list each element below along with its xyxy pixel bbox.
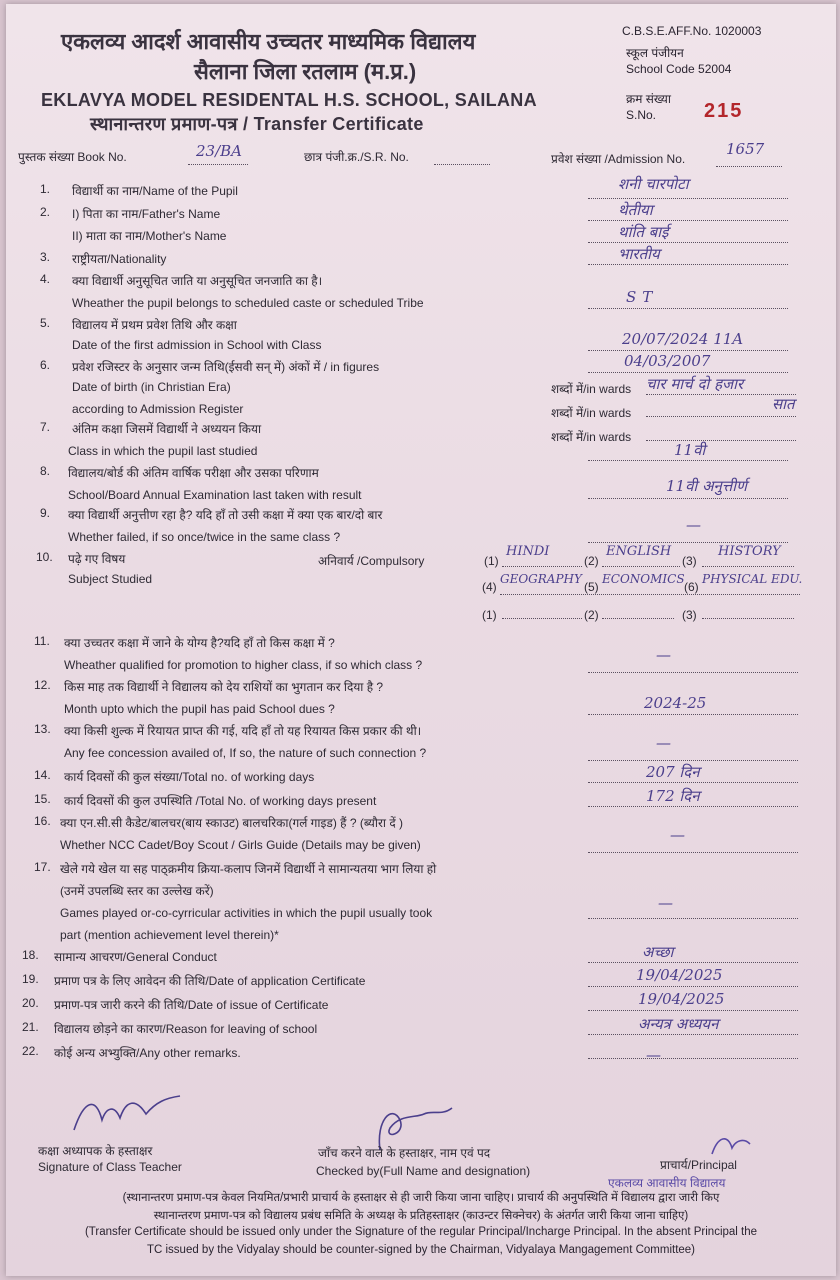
days-present-value: 172 दिन: [646, 787, 700, 805]
admission-no-value: 1657: [726, 140, 765, 158]
item-number: 16.: [34, 814, 51, 828]
issue-date-value: 19/04/2025: [638, 990, 725, 1008]
concession-label: Any fee concession availed of, If so, the nature of such connection ?: [64, 746, 427, 760]
application-date-value: 19/04/2025: [636, 966, 723, 984]
admission-date-label-hindi: विद्यालय में प्रथम प्रवेश तिथि और कक्षा: [72, 318, 237, 332]
failed-value: —: [686, 516, 701, 534]
admission-date-label: Date of the first admission in School with Class: [72, 338, 322, 352]
promotion-label-hindi: क्या उच्चतर कक्षा में जाने के योग्य है?यदि हाँ तो किस कक्षा में ?: [64, 636, 335, 650]
remarks-label: कोई अन्य अभ्युक्ति/Any other remarks.: [54, 1046, 241, 1060]
games-label-hindi-2: (उनमें उपलब्धि स्तर का उल्लेख करें): [60, 884, 214, 898]
leaving-reason-label: विद्यालय छोड़ने का कारण/Reason for leaving of school: [54, 1022, 318, 1036]
teacher-signature-mark: [66, 1090, 186, 1140]
transfer-certificate: [6, 4, 836, 1276]
subject-mark: (3): [682, 554, 697, 568]
checker-signature-label: Checked by(Full Name and designation): [316, 1164, 531, 1178]
item-number: 20.: [22, 996, 39, 1010]
promotion-value: —: [656, 646, 671, 664]
application-date-label: प्रमाण पत्र के लिए आवेदन की तिथि/Date of application Certificate: [54, 974, 366, 988]
subject-mark: (1): [482, 608, 497, 622]
concession-value: —: [656, 734, 671, 752]
last-class-value: 11वी: [674, 441, 706, 459]
serial-number: 215: [704, 100, 744, 122]
dob-words-value-2: सात: [772, 395, 795, 413]
working-days-label: कार्य दिवसों की कुल संख्या/Total no. of working days: [64, 770, 315, 784]
item-number: 13.: [34, 722, 51, 736]
caste-value: ST: [626, 288, 659, 306]
admission-no-label: प्रवेश संख्या /Admission No.: [551, 152, 686, 166]
conduct-value: अच्छा: [642, 943, 674, 961]
conduct-label: सामान्य आचरण/General Conduct: [54, 950, 217, 964]
item-number: 8.: [40, 464, 51, 478]
dob-register-label: according to Admission Register: [72, 402, 244, 416]
subject-1: HINDI: [506, 544, 550, 559]
subject-2: ENGLISH: [606, 544, 672, 559]
subject-mark: (1): [484, 554, 499, 568]
subject-mark: (2): [584, 554, 599, 568]
item-number: 19.: [22, 972, 39, 986]
item-number: 18.: [22, 948, 39, 962]
principal-label: प्राचार्य/Principal: [660, 1158, 737, 1172]
checker-signature-label-hindi: जाँच करने वाले के हस्ताक्षर, नाम एवं पद: [318, 1146, 491, 1160]
compulsory-label: अनिवार्य /Compulsory: [318, 554, 425, 568]
ncc-label: Whether NCC Cadet/Boy Scout / Girls Guide (Details may be given): [60, 838, 421, 852]
subjects-label-hindi: पढ़े गए विषय: [68, 552, 126, 566]
subject-mark: (3): [682, 608, 697, 622]
games-label: Games played or-co-cyrricular activities in which the pupil usually took: [60, 906, 433, 920]
dob-label: Date of birth (in Christian Era): [72, 380, 231, 394]
subject-4: GEOGRAPHY: [500, 572, 582, 586]
issue-date-label: प्रमाण-पत्र जारी करने की तिथि/Date of issue of Certificate: [54, 998, 329, 1012]
subjects-label: Subject Studied: [68, 572, 153, 586]
item-number: 9.: [40, 506, 51, 520]
games-label-2: part (mention achievement level therein)*: [60, 928, 279, 942]
item-number: 5.: [40, 316, 51, 330]
dob-words-label-2: शब्दों में/in wards: [551, 406, 632, 420]
item-number: 15.: [34, 792, 51, 806]
pupil-name-value: शनी चारपोटा: [618, 175, 689, 193]
footer-note-english-1: (Transfer Certificate should be issued only under the Signature of the regular Principal/Incharge Principal. In the absent Principal the: [84, 1226, 758, 1238]
last-class-words-label: शब्दों में/in wards: [551, 430, 632, 444]
subject-mark: (2): [584, 608, 599, 622]
ncc-value: —: [670, 826, 685, 844]
games-value: —: [658, 894, 673, 912]
school-location-hindi: सैलाना जिला रतलाम (म.प्र.): [194, 59, 417, 84]
footer-note-hindi-2: स्थानान्तरण प्रमाण-पत्र को विद्यालय प्रबंध समिति के अध्यक्ष के प्रतिहस्ताक्षर (काउन्टर सिक्नेचर) के अंतर्गत जारी किया जाना चाहिए): [153, 1210, 689, 1222]
footer-note-hindi-1: (स्थानान्तरण प्रमाण-पत्र केवल नियमित/प्रभारी प्राचार्य के हस्ताक्षर से ही जारी किया जाना चाहिए। प्राचार्य की अनुपस्थिति में विद्यालय द्वारा जारी किए: [122, 1192, 720, 1204]
dob-words-label: शब्दों में/in wards: [551, 382, 632, 396]
serial-label: S.No.: [626, 108, 657, 122]
nationality-label: राष्ट्रीयता/Nationality: [72, 252, 167, 266]
book-no-label: पुस्तक संख्या Book No.: [18, 150, 127, 164]
subject-5: ECONOMICS: [602, 572, 685, 586]
subject-3: HISTORY: [718, 544, 781, 559]
dob-figures-value: 04/03/2007: [624, 352, 711, 370]
subject-mark: (5): [584, 580, 599, 594]
exam-result-value: 11वी अनुत्तीर्ण: [666, 477, 747, 495]
school-name-hindi: एकलव्य आदर्श आवासीय उच्चतर माध्यमिक विद्यालय: [61, 29, 476, 54]
subject-mark: (4): [482, 580, 497, 594]
item-number: 6.: [40, 358, 51, 372]
sr-no-label: छात्र पंजी.क्र./S.R. No.: [304, 150, 409, 164]
dues-label: Month upto which the pupil has paid School dues ?: [64, 702, 335, 716]
exam-label: School/Board Annual Examination last taken with result: [68, 488, 362, 502]
item-number: 1.: [40, 182, 51, 196]
school-registration-hindi: स्कूल पंजीयन: [626, 46, 684, 60]
dues-value: 2024-25: [644, 694, 707, 712]
exam-label-hindi: विद्यालय/बोर्ड की अंतिम वार्षिक परीक्षा और उसका परिणाम: [68, 466, 319, 480]
serial-label-hindi: क्रम संख्या: [626, 92, 671, 106]
item-number: 10.: [36, 550, 53, 564]
pupil-name-label: विद्यार्थी का नाम/Name of the Pupil: [72, 184, 238, 198]
mother-name-value: थांति बाई: [618, 223, 669, 241]
games-label-hindi: खेले गये खेल या सह पाठ्क्रमीय क्रिया-कलाप जिनमें विद्यार्थी ने सामान्यतया भाग लिया हो: [60, 862, 437, 876]
book-no-value: 23/BA: [196, 142, 242, 160]
concession-label-hindi: क्या किसी शुल्क में रियायत प्राप्त की गई, यदि हाँ तो यह रियायत किस प्रकार की थी।: [64, 724, 422, 738]
cbse-affiliation: C.B.S.E.AFF.No. 1020003: [622, 24, 762, 38]
failed-label-hindi: क्या विद्यार्थी अनुत्तीण रहा है? यदि हाँ तो उसी कक्षा में क्या एक बार/दो बार: [68, 508, 383, 522]
item-number: 4.: [40, 272, 51, 286]
leaving-reason-value: अन्यत्र अध्ययन: [638, 1015, 719, 1033]
caste-label: Wheather the pupil belongs to scheduled caste or scheduled Tribe: [72, 296, 424, 310]
failed-label: Whether failed, if so once/twice in the same class ?: [68, 530, 341, 544]
father-name-value: थेतीया: [618, 201, 653, 219]
promotion-label: Wheather qualified for promotion to higher class, if so which class ?: [64, 658, 423, 672]
subject-mark: (6): [684, 580, 699, 594]
teacher-signature-label: Signature of Class Teacher: [38, 1160, 182, 1174]
item-number: 21.: [22, 1020, 39, 1034]
item-number: 2.: [40, 205, 51, 219]
item-number: 12.: [34, 678, 51, 692]
school-stamp: एकलव्य आवासीय विद्यालय: [608, 1176, 726, 1190]
school-name-english: EKLAVYA MODEL RESIDENTAL H.S. SCHOOL, SAILANA: [41, 90, 537, 110]
last-class-label: Class in which the pupil last studied: [68, 444, 258, 458]
dob-words-value: चार मार्च दो हजार: [646, 375, 744, 393]
days-present-label: कार्य दिवसों की कुल उपस्थिति /Total No. of working days present: [64, 794, 377, 808]
item-number: 22.: [22, 1044, 39, 1058]
item-number: 14.: [34, 768, 51, 782]
last-class-label-hindi: अंतिम कक्षा जिसमें विद्यार्थी ने अध्ययन किया: [72, 422, 262, 436]
subject-6: PHYSICAL EDU.: [702, 572, 803, 586]
mother-name-label: II) माता का नाम/Mother's Name: [72, 229, 227, 243]
item-number: 11.: [34, 634, 50, 648]
nationality-value: भारतीय: [618, 245, 660, 263]
caste-label-hindi: क्या विद्यार्थी अनुसूचित जाति या अनुसूचित जनजाति का है।: [72, 274, 323, 288]
father-name-label: I) पिता का नाम/Father's Name: [72, 207, 221, 221]
dob-label-hindi: प्रवेश रजिस्टर के अनुसार जन्म तिथि(ईसवी सन् में) अंकों में / in figures: [72, 360, 380, 374]
admission-date-value: 20/07/2024 11A: [622, 330, 744, 348]
certificate-title: स्थानान्तरण प्रमाण-पत्र / Transfer Certificate: [90, 114, 424, 134]
ncc-label-hindi: क्या एन.सी.सी कैडेट/बालचर(बाय स्काउट) बालचरिका(गर्ल गाइड) हैं ? (ब्यौरा दें ): [60, 816, 404, 830]
remarks-dash: —: [646, 1046, 661, 1064]
teacher-signature-label-hindi: कक्षा अध्यापक के हस्ताक्षर: [38, 1144, 153, 1158]
school-code: School Code 52004: [626, 62, 732, 76]
item-number: 7.: [40, 420, 51, 434]
item-number: 3.: [40, 250, 51, 264]
working-days-value: 207 दिन: [646, 763, 700, 781]
dues-label-hindi: किस माह तक विद्यार्थी ने विद्यालय को देय राशियों का भुगतान कर दिया है ?: [64, 680, 384, 694]
item-number: 17.: [34, 860, 51, 874]
footer-note-english-2: TC issued by the Vidyalay should be counter-signed by the Chairman, Vidyalaya Mangagement Committee): [146, 1244, 696, 1256]
